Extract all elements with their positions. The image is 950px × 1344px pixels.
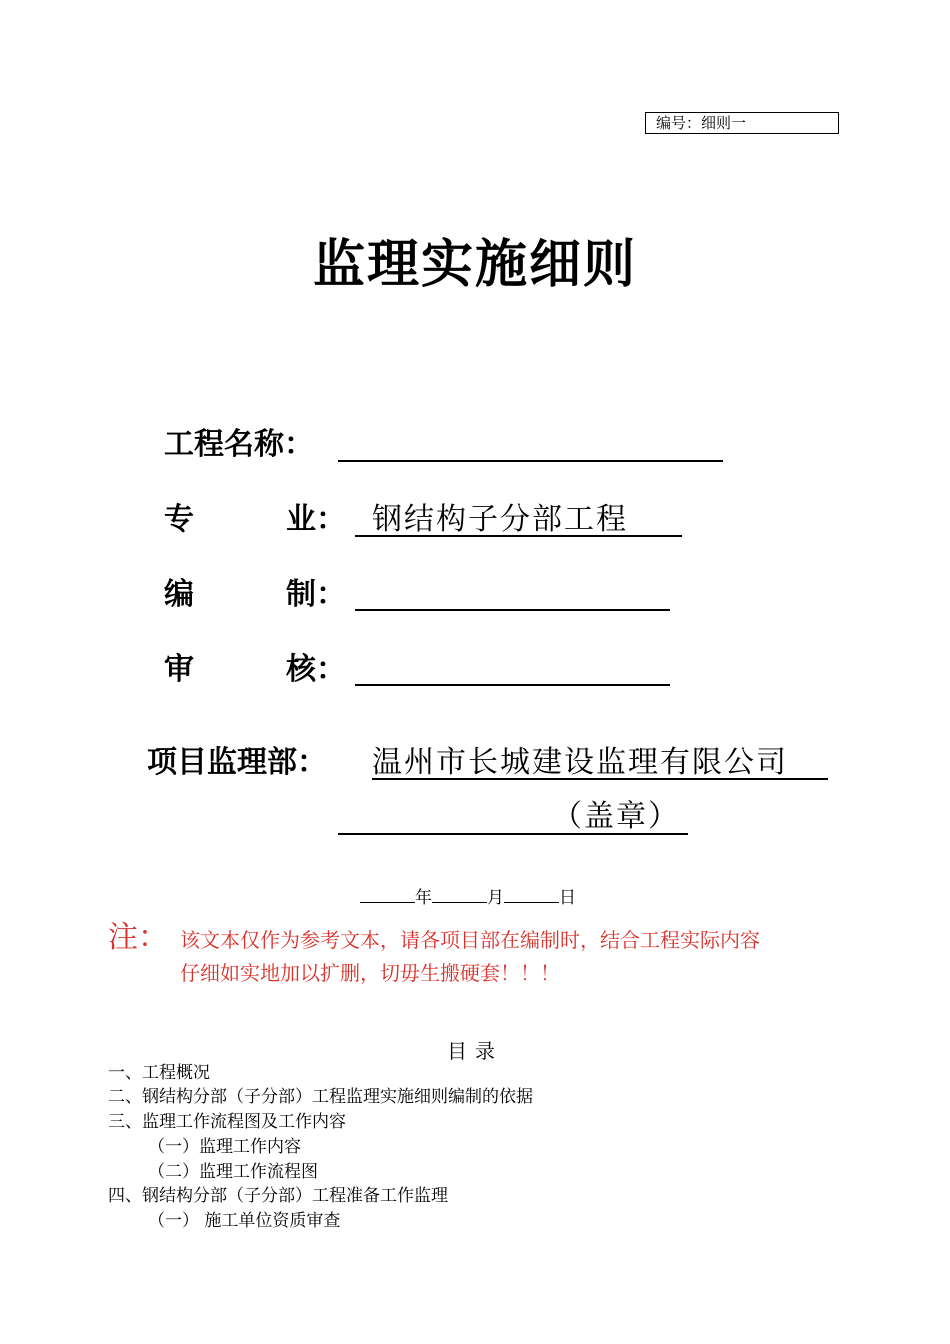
month-label: 月 <box>487 888 504 908</box>
dept-line <box>372 778 828 780</box>
document-title: 监理实施细则 <box>312 235 637 295</box>
toc-item: 二、钢结构分部（子分部）工程监理实施细则编制的依据 <box>108 1087 533 1107</box>
day-blank <box>504 888 559 903</box>
compiler-label-b: 制： <box>286 577 346 612</box>
reviewer-line <box>355 684 670 686</box>
project-name-label: 工程名称： <box>164 427 314 462</box>
year-blank <box>360 888 415 903</box>
toc-item: （一） 施工单位资质审查 <box>148 1211 341 1231</box>
toc-item: 一、工程概况 <box>108 1063 210 1083</box>
compiler-label-a: 编 <box>164 577 194 612</box>
seal-text: （盖章） <box>552 799 680 834</box>
toc-item: 三、监理工作流程图及工作内容 <box>108 1112 346 1132</box>
reviewer-label-a: 审 <box>164 652 194 687</box>
document-code-box: 编号：细则一 <box>645 112 839 134</box>
toc-item: （一）监理工作内容 <box>148 1137 301 1157</box>
toc-item: （二）监理工作流程图 <box>148 1162 318 1182</box>
note-mark: 注： <box>108 920 168 955</box>
specialty-line <box>355 535 682 537</box>
specialty-label-b: 业： <box>286 502 346 537</box>
year-label: 年 <box>415 888 432 908</box>
specialty-value: 钢结构子分部工程 <box>372 502 628 537</box>
compiler-line <box>355 609 670 611</box>
day-label: 日 <box>559 888 576 908</box>
toc-item: 四、钢结构分部（子分部）工程准备工作监理 <box>108 1186 448 1206</box>
date-row <box>360 887 576 909</box>
month-blank <box>432 888 487 903</box>
specialty-label-a: 专 <box>164 502 194 537</box>
toc-title: 目录 <box>447 1039 503 1063</box>
project-name-line <box>338 460 723 462</box>
dept-value: 温州市长城建设监理有限公司 <box>372 745 788 780</box>
dept-label: 项目监理部： <box>147 745 327 780</box>
note-line-1: 该文本仅作为参考文本，请各项目部在编制时，结合工程实际内容 <box>180 928 760 952</box>
reviewer-label-b: 核： <box>286 652 346 687</box>
note-line-2: 仔细如实地加以扩删，切毋生搬硬套！！！ <box>180 961 560 985</box>
